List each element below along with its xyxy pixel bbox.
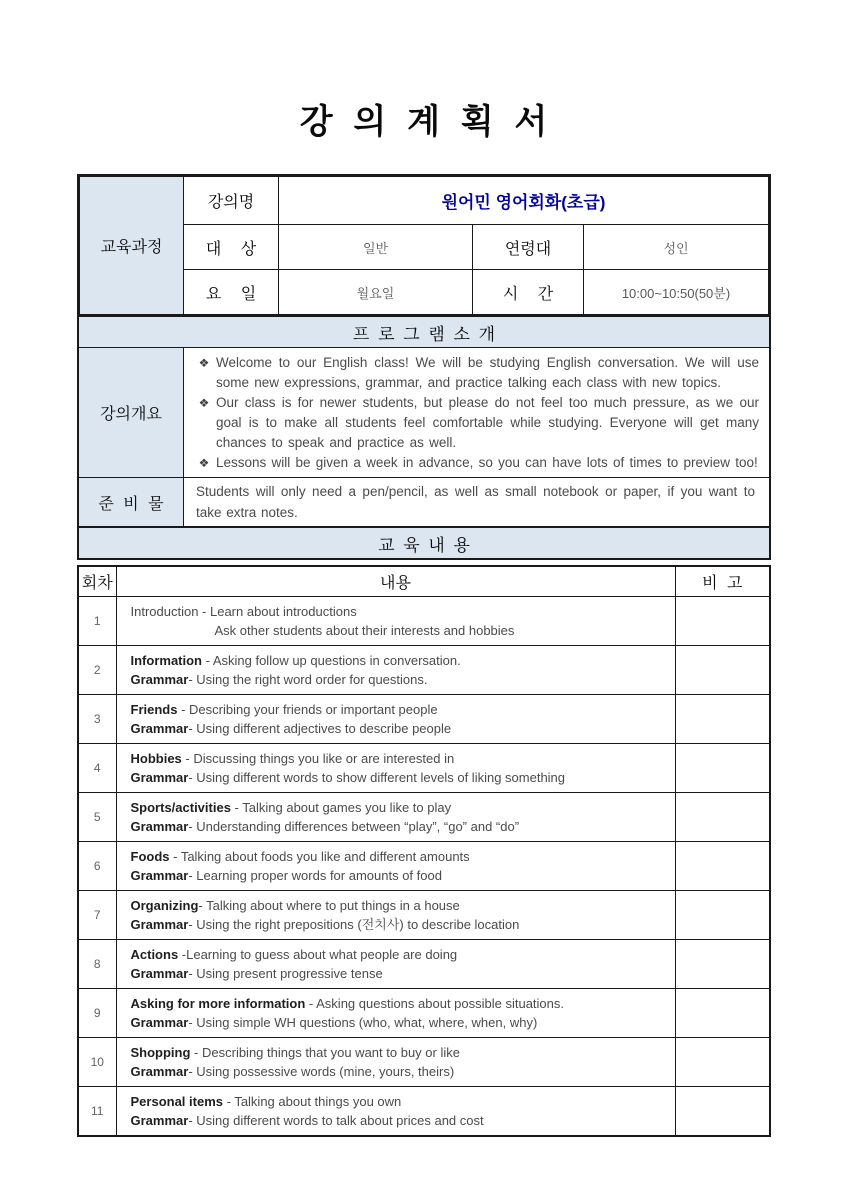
session-grammar-line: Grammar- Using present progressive tense [130,965,383,981]
materials-row [79,478,769,526]
session-note [675,890,770,939]
session-number: 4 [78,743,116,792]
session-row [78,988,770,1037]
session-note [675,645,770,694]
overview-bullet-text: Welcome to our English class! We will be studying English conversation. We will use some new expressions, grammar, and practice talking each class with new topics. [216,355,759,390]
session-row [78,1086,770,1136]
age-group-label: 연령대 [473,225,584,270]
session-grammar-line: Grammar- Using the right prepositions (전치사) to describe location [130,916,520,932]
overview-bullet-text: Lessons will be given a week in advance, so you can have lots of times to preview too! [216,455,758,470]
session-row [78,939,770,988]
session-content [116,694,675,743]
session-content [116,841,675,890]
session-number: 7 [78,890,116,939]
session-note [675,939,770,988]
session-row [78,792,770,841]
time-label: 시 간 [473,270,584,315]
materials-text: Students will only need a pen/pencil, as well as small notebook or paper, if you want to take extra notes. [196,484,755,520]
overview-bullet [192,353,759,393]
session-note [675,694,770,743]
session-note [675,1086,770,1136]
session-content [116,596,675,645]
day-value: 월요일 [279,270,473,315]
session-note [675,792,770,841]
session-topic-line: Introduction - Learn about introductions [130,603,357,619]
materials-label: 준 비 물 [79,478,184,526]
overview-row [79,348,769,478]
target-value: 일반 [279,225,473,270]
diamond-bullet-icon: ❖ [198,456,210,470]
age-group-value: 성인 [584,225,769,270]
session-grammar-line: Grammar- Using different words to show different levels of liking something [130,769,566,785]
session-content [116,988,675,1037]
session-grammar-line: Grammar- Learning proper words for amounts of food [130,867,442,883]
session-topic-line: Sports/activities - Talking about games you like to play [130,799,452,815]
session-note [675,1037,770,1086]
session-content [116,1037,675,1086]
session-grammar-line: Grammar- Using the right word order for questions. [130,671,428,687]
session-number: 1 [78,596,116,645]
session-row [78,841,770,890]
day-label: 요 일 [184,270,279,315]
session-topic-line: Actions -Learning to guess about what people are doing [130,946,458,962]
content-section-header: 교 육 내 용 [79,526,769,558]
session-grammar-line: Grammar- Understanding differences between “play”, “go” and “do” [130,818,520,834]
overview-bullet [192,453,759,473]
session-topic-line: Hobbies - Discussing things you like or are interested in [130,750,455,766]
session-number: 5 [78,792,116,841]
session-topic-line: Shopping - Describing things that you want to buy or like [130,1044,460,1060]
session-topic-line: Personal items - Talking about things you own [130,1093,402,1109]
session-grammar-line: Grammar- Using different words to talk about prices and cost [130,1112,484,1128]
session-row [78,694,770,743]
session-grammar-line: Grammar- Using different adjectives to describe people [130,720,452,736]
sessions-table [77,565,771,1137]
session-row [78,1037,770,1086]
session-topic-line: Organizing- Talking about where to put things in a house [130,897,460,913]
session-number: 8 [78,939,116,988]
page-title: 강 의 계 획 서 [299,102,549,142]
target-label: 대 상 [184,225,279,270]
column-note: 비 고 [675,566,770,596]
column-content: 내용 [116,566,675,596]
overview-bullet-list [184,348,769,477]
session-content [116,645,675,694]
session-grammar-line: Ask other students about their interests and hobbies [214,622,515,638]
session-topic-line: Asking for more information - Asking questions about possible situations. [130,995,565,1011]
session-number: 6 [78,841,116,890]
session-content [116,939,675,988]
sessions-table-header [78,566,770,596]
session-note [675,841,770,890]
session-number: 11 [78,1086,116,1136]
session-row [78,596,770,645]
lecture-name-value: 원어민 영어회화(초급) [279,177,769,225]
overview-bullet-text: Our class is for newer students, but please do not feel too much pressure, as we our goal is to make all students feel comfortable while studying. Everyone will get many chances to speak and practice as well. [216,395,759,450]
course-category-label: 교육과정 [80,177,184,315]
session-row [78,890,770,939]
course-info-section [77,174,771,560]
session-note [675,743,770,792]
session-note [675,988,770,1037]
session-content [116,792,675,841]
session-topic-line: Friends - Describing your friends or important people [130,701,438,717]
diamond-bullet-icon: ❖ [198,356,210,370]
column-session: 회차 [78,566,116,596]
lecture-name-label: 강의명 [184,177,279,225]
diamond-bullet-icon: ❖ [198,396,210,410]
document-body [77,174,771,1137]
session-content [116,1086,675,1136]
overview-bullet [192,393,759,453]
session-topic-line: Information - Asking follow up questions in conversation. [130,652,461,668]
session-number: 3 [78,694,116,743]
session-topic-line: Foods - Talking about foods you like and different amounts [130,848,470,864]
session-note [675,596,770,645]
session-number: 10 [78,1037,116,1086]
course-info-table [79,176,769,315]
session-row [78,645,770,694]
session-content [116,743,675,792]
program-intro-header: 프 로 그 램 소 개 [79,315,769,348]
overview-label: 강의개요 [79,348,184,477]
time-value: 10:00~10:50(50분) [584,270,769,315]
session-content [116,890,675,939]
session-grammar-line: Grammar- Using simple WH questions (who, what, where, when, why) [130,1014,538,1030]
session-grammar-line: Grammar- Using possessive words (mine, yours, theirs) [130,1063,455,1079]
sessions-table-body [78,596,770,1136]
session-row [78,743,770,792]
session-number: 9 [78,988,116,1037]
session-number: 2 [78,645,116,694]
